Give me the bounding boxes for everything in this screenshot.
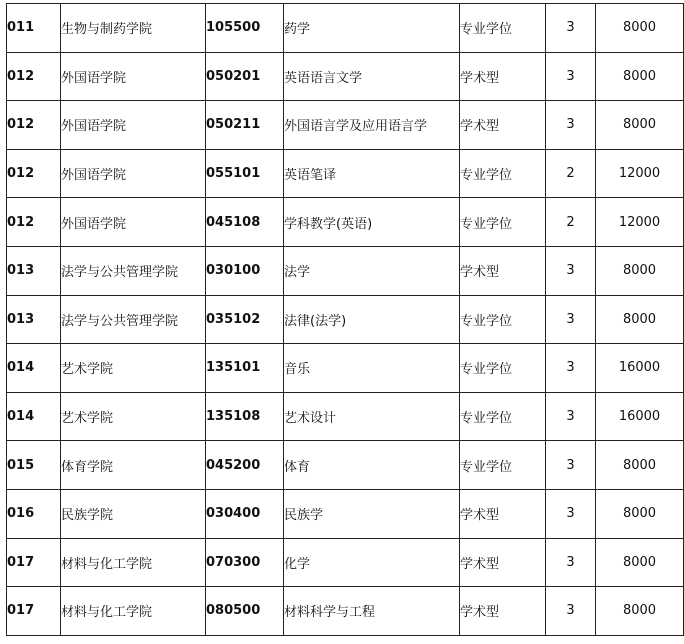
- tuition-fee-cell: 8000: [596, 441, 684, 490]
- degree-type-cell: 专业学位: [460, 198, 546, 247]
- major-name-cell: 英语语言文学: [284, 52, 460, 101]
- study-years-cell: 2: [546, 149, 596, 198]
- table-row: [7, 4, 684, 53]
- college-name-cell: 体育学院: [61, 441, 206, 490]
- major-code-cell: 135108: [206, 392, 284, 441]
- college-code-cell: 012: [7, 198, 61, 247]
- tuition-fee-cell: 8000: [596, 101, 684, 150]
- study-years-cell: 3: [546, 538, 596, 587]
- degree-type-cell: 学术型: [460, 101, 546, 150]
- college-name-cell: 法学与公共管理学院: [61, 295, 206, 344]
- major-code-cell: 030100: [206, 246, 284, 295]
- degree-type-cell: 学术型: [460, 538, 546, 587]
- college-name-cell: 材料与化工学院: [61, 587, 206, 636]
- college-name-cell: 艺术学院: [61, 392, 206, 441]
- major-name-cell: 艺术设计: [284, 392, 460, 441]
- degree-type-cell: 专业学位: [460, 149, 546, 198]
- tuition-fee-cell: 8000: [596, 538, 684, 587]
- table-row: [7, 441, 684, 490]
- major-code-cell: 035102: [206, 295, 284, 344]
- study-years-cell: 3: [546, 587, 596, 636]
- college-name-cell: 法学与公共管理学院: [61, 246, 206, 295]
- table-row: [7, 489, 684, 538]
- college-code-cell: 016: [7, 489, 61, 538]
- college-code-cell: 014: [7, 344, 61, 393]
- degree-type-cell: 专业学位: [460, 441, 546, 490]
- college-code-cell: 012: [7, 101, 61, 150]
- major-name-cell: 音乐: [284, 344, 460, 393]
- table-row: [7, 101, 684, 150]
- study-years-cell: 2: [546, 198, 596, 247]
- tuition-fee-cell: 8000: [596, 295, 684, 344]
- major-name-cell: 法学: [284, 246, 460, 295]
- tuition-fee-cell: 16000: [596, 392, 684, 441]
- tuition-fee-cell: 12000: [596, 198, 684, 247]
- college-code-cell: 011: [7, 4, 61, 53]
- major-name-cell: 化学: [284, 538, 460, 587]
- study-years-cell: 3: [546, 441, 596, 490]
- major-code-cell: 105500: [206, 4, 284, 53]
- degree-type-cell: 学术型: [460, 52, 546, 101]
- major-code-cell: 070300: [206, 538, 284, 587]
- college-name-cell: 艺术学院: [61, 344, 206, 393]
- major-name-cell: 英语笔译: [284, 149, 460, 198]
- college-code-cell: 012: [7, 52, 61, 101]
- major-name-cell: 学科教学(英语): [284, 198, 460, 247]
- major-name-cell: 民族学: [284, 489, 460, 538]
- study-years-cell: 3: [546, 4, 596, 53]
- degree-type-cell: 学术型: [460, 246, 546, 295]
- table-row: [7, 587, 684, 636]
- study-years-cell: 3: [546, 489, 596, 538]
- major-code-cell: 030400: [206, 489, 284, 538]
- table-row: [7, 344, 684, 393]
- study-years-cell: 3: [546, 52, 596, 101]
- degree-type-cell: 学术型: [460, 489, 546, 538]
- college-name-cell: 生物与制药学院: [61, 4, 206, 53]
- college-name-cell: 材料与化工学院: [61, 538, 206, 587]
- major-code-cell: 080500: [206, 587, 284, 636]
- college-name-cell: 外国语学院: [61, 198, 206, 247]
- college-code-cell: 015: [7, 441, 61, 490]
- program-table-body: [7, 4, 684, 636]
- college-code-cell: 013: [7, 246, 61, 295]
- college-name-cell: 民族学院: [61, 489, 206, 538]
- major-name-cell: 法律(法学): [284, 295, 460, 344]
- study-years-cell: 3: [546, 392, 596, 441]
- degree-type-cell: 专业学位: [460, 295, 546, 344]
- major-code-cell: 045108: [206, 198, 284, 247]
- degree-type-cell: 专业学位: [460, 344, 546, 393]
- tuition-fee-cell: 8000: [596, 587, 684, 636]
- college-code-cell: 014: [7, 392, 61, 441]
- table-row: [7, 52, 684, 101]
- study-years-cell: 3: [546, 101, 596, 150]
- college-code-cell: 013: [7, 295, 61, 344]
- major-name-cell: 材料科学与工程: [284, 587, 460, 636]
- tuition-fee-cell: 8000: [596, 246, 684, 295]
- study-years-cell: 3: [546, 344, 596, 393]
- study-years-cell: 3: [546, 246, 596, 295]
- table-row: [7, 246, 684, 295]
- major-code-cell: 045200: [206, 441, 284, 490]
- college-code-cell: 017: [7, 538, 61, 587]
- major-name-cell: 药学: [284, 4, 460, 53]
- degree-type-cell: 学术型: [460, 587, 546, 636]
- major-code-cell: 050201: [206, 52, 284, 101]
- tuition-fee-cell: 8000: [596, 4, 684, 53]
- study-years-cell: 3: [546, 295, 596, 344]
- table-row: [7, 295, 684, 344]
- major-name-cell: 外国语言学及应用语言学: [284, 101, 460, 150]
- major-name-cell: 体育: [284, 441, 460, 490]
- table-row: [7, 198, 684, 247]
- degree-type-cell: 专业学位: [460, 392, 546, 441]
- major-code-cell: 055101: [206, 149, 284, 198]
- table-row: [7, 538, 684, 587]
- college-name-cell: 外国语学院: [61, 149, 206, 198]
- table-row: [7, 392, 684, 441]
- college-name-cell: 外国语学院: [61, 101, 206, 150]
- college-code-cell: 012: [7, 149, 61, 198]
- tuition-fee-cell: 8000: [596, 52, 684, 101]
- program-table: [6, 3, 684, 636]
- major-code-cell: 135101: [206, 344, 284, 393]
- college-code-cell: 017: [7, 587, 61, 636]
- degree-type-cell: 专业学位: [460, 4, 546, 53]
- college-name-cell: 外国语学院: [61, 52, 206, 101]
- major-code-cell: 050211: [206, 101, 284, 150]
- tuition-fee-cell: 12000: [596, 149, 684, 198]
- tuition-fee-cell: 16000: [596, 344, 684, 393]
- table-row: [7, 149, 684, 198]
- tuition-fee-cell: 8000: [596, 489, 684, 538]
